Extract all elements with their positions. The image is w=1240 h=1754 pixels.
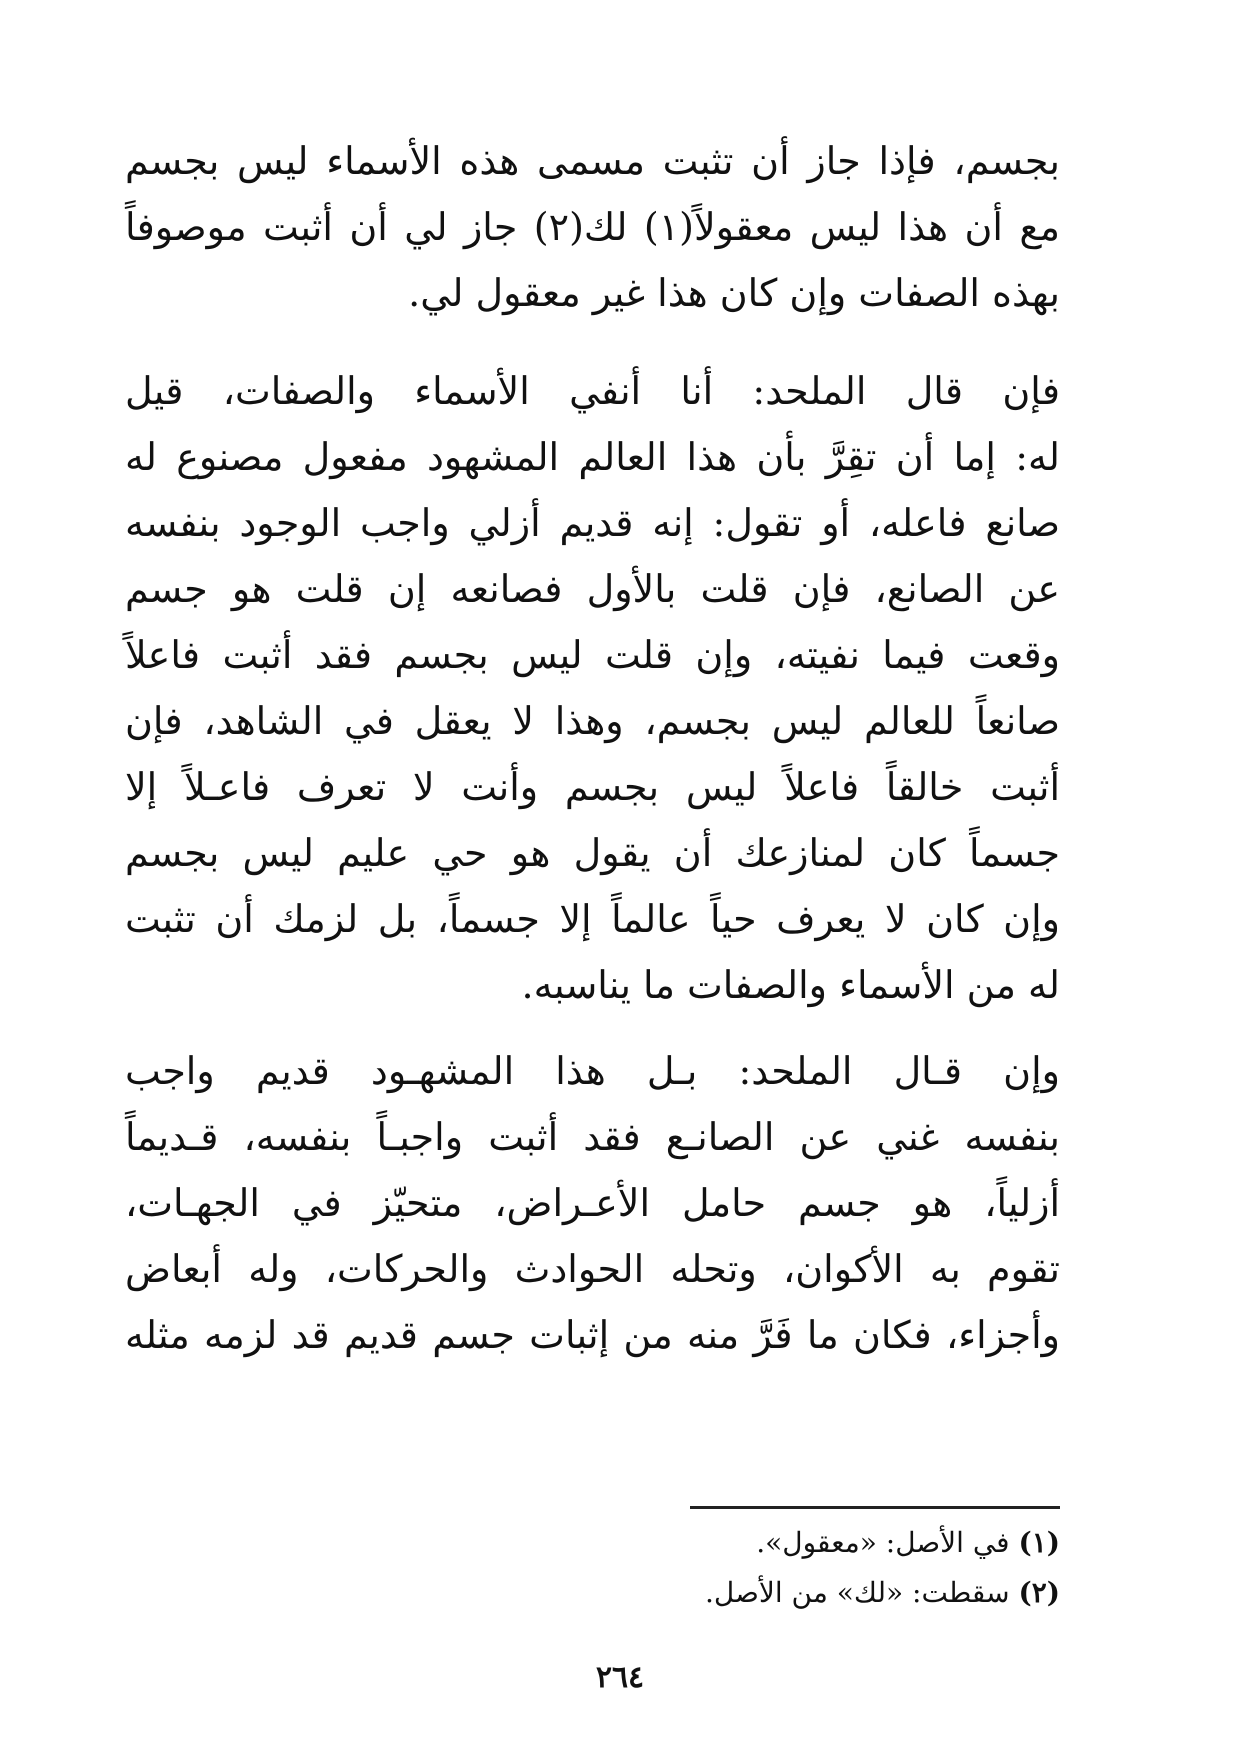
text-line: وأجزاء، فكان ما فَرَّ منه من إثبات جسم قديم قد لزمه مثله (125, 1313, 1060, 1357)
footnote-1 (560, 1518, 1060, 1568)
paragraph-2 (125, 358, 1060, 1018)
text-line: له: إما أن تقِرَّ بأن هذا العالم المشهود مفعول مصنوع له (125, 435, 1060, 479)
footnote-divider (690, 1506, 1060, 1509)
page-number: ٢٦٤ (595, 1660, 645, 1695)
text-line: وقعت فيما نفيته، وإن قلت ليس بجسم فقد أثبت فاعلاً (125, 633, 1060, 677)
footnote-number: (١) (1018, 1526, 1060, 1559)
text-line: أثبت خالقاً فاعلاً ليس بجسم وأنت لا تعرف فاعـلاً إلا (125, 765, 1060, 809)
text-line: تقوم به الأكوان، وتحله الحوادث والحركات، وله أبعاض (125, 1247, 1060, 1291)
text-line: بجسم، فإذا جاز أن تثبت مسمى هذه الأسماء ليس بجسم (125, 139, 1060, 183)
footnote-number: (٢) (1018, 1576, 1060, 1609)
footnote-2 (560, 1568, 1060, 1618)
footnote-text: سقطت: «لك» من الأصل. (704, 1576, 1010, 1609)
text-line: مع أن هذا ليس معقولاً(١) لك(٢) جاز لي أن أثبت موصوفاً (125, 205, 1060, 249)
text-line: وإن قـال الملحد: بـل هذا المشهـود قديم واجب (125, 1049, 1060, 1093)
text-line: صانع فاعله، أو تقول: إنه قديم أزلي واجب الوجود بنفسه (125, 501, 1060, 545)
text-line: بهذه الصفات وإن كان هذا غير معقول لي. (408, 271, 1060, 315)
footnotes (560, 1518, 1060, 1618)
footnote-text: في الأصل: «معقول». (756, 1526, 1010, 1559)
text-line: عن الصانع، فإن قلت بالأول فصانعه إن قلت هو جسم (125, 567, 1060, 611)
text-line: جسماً كان لمنازعك أن يقول هو حي عليم ليس بجسم (125, 831, 1060, 875)
text-line: له من الأسماء والصفات ما يناسبه. (521, 963, 1060, 1007)
paragraph-1 (125, 128, 1060, 326)
text-line: صانعاً للعالم ليس بجسم، وهذا لا يعقل في الشاهد، فإن (125, 699, 1060, 743)
text-line: بنفسه غني عن الصانـع فقد أثبت واجبـاً بنفسه، قـديماً (125, 1115, 1060, 1159)
text-line: فإن قال الملحد: أنا أنفي الأسماء والصفات، قيل (125, 369, 1060, 413)
text-line: وإن كان لا يعرف حياً عالماً إلا جسماً، بل لزمك أن تثبت (125, 897, 1060, 941)
text-line: أزلياً، هو جسم حامل الأعـراض، متحيّز في الجهـات، (125, 1181, 1060, 1225)
paragraph-3 (125, 1038, 1060, 1368)
